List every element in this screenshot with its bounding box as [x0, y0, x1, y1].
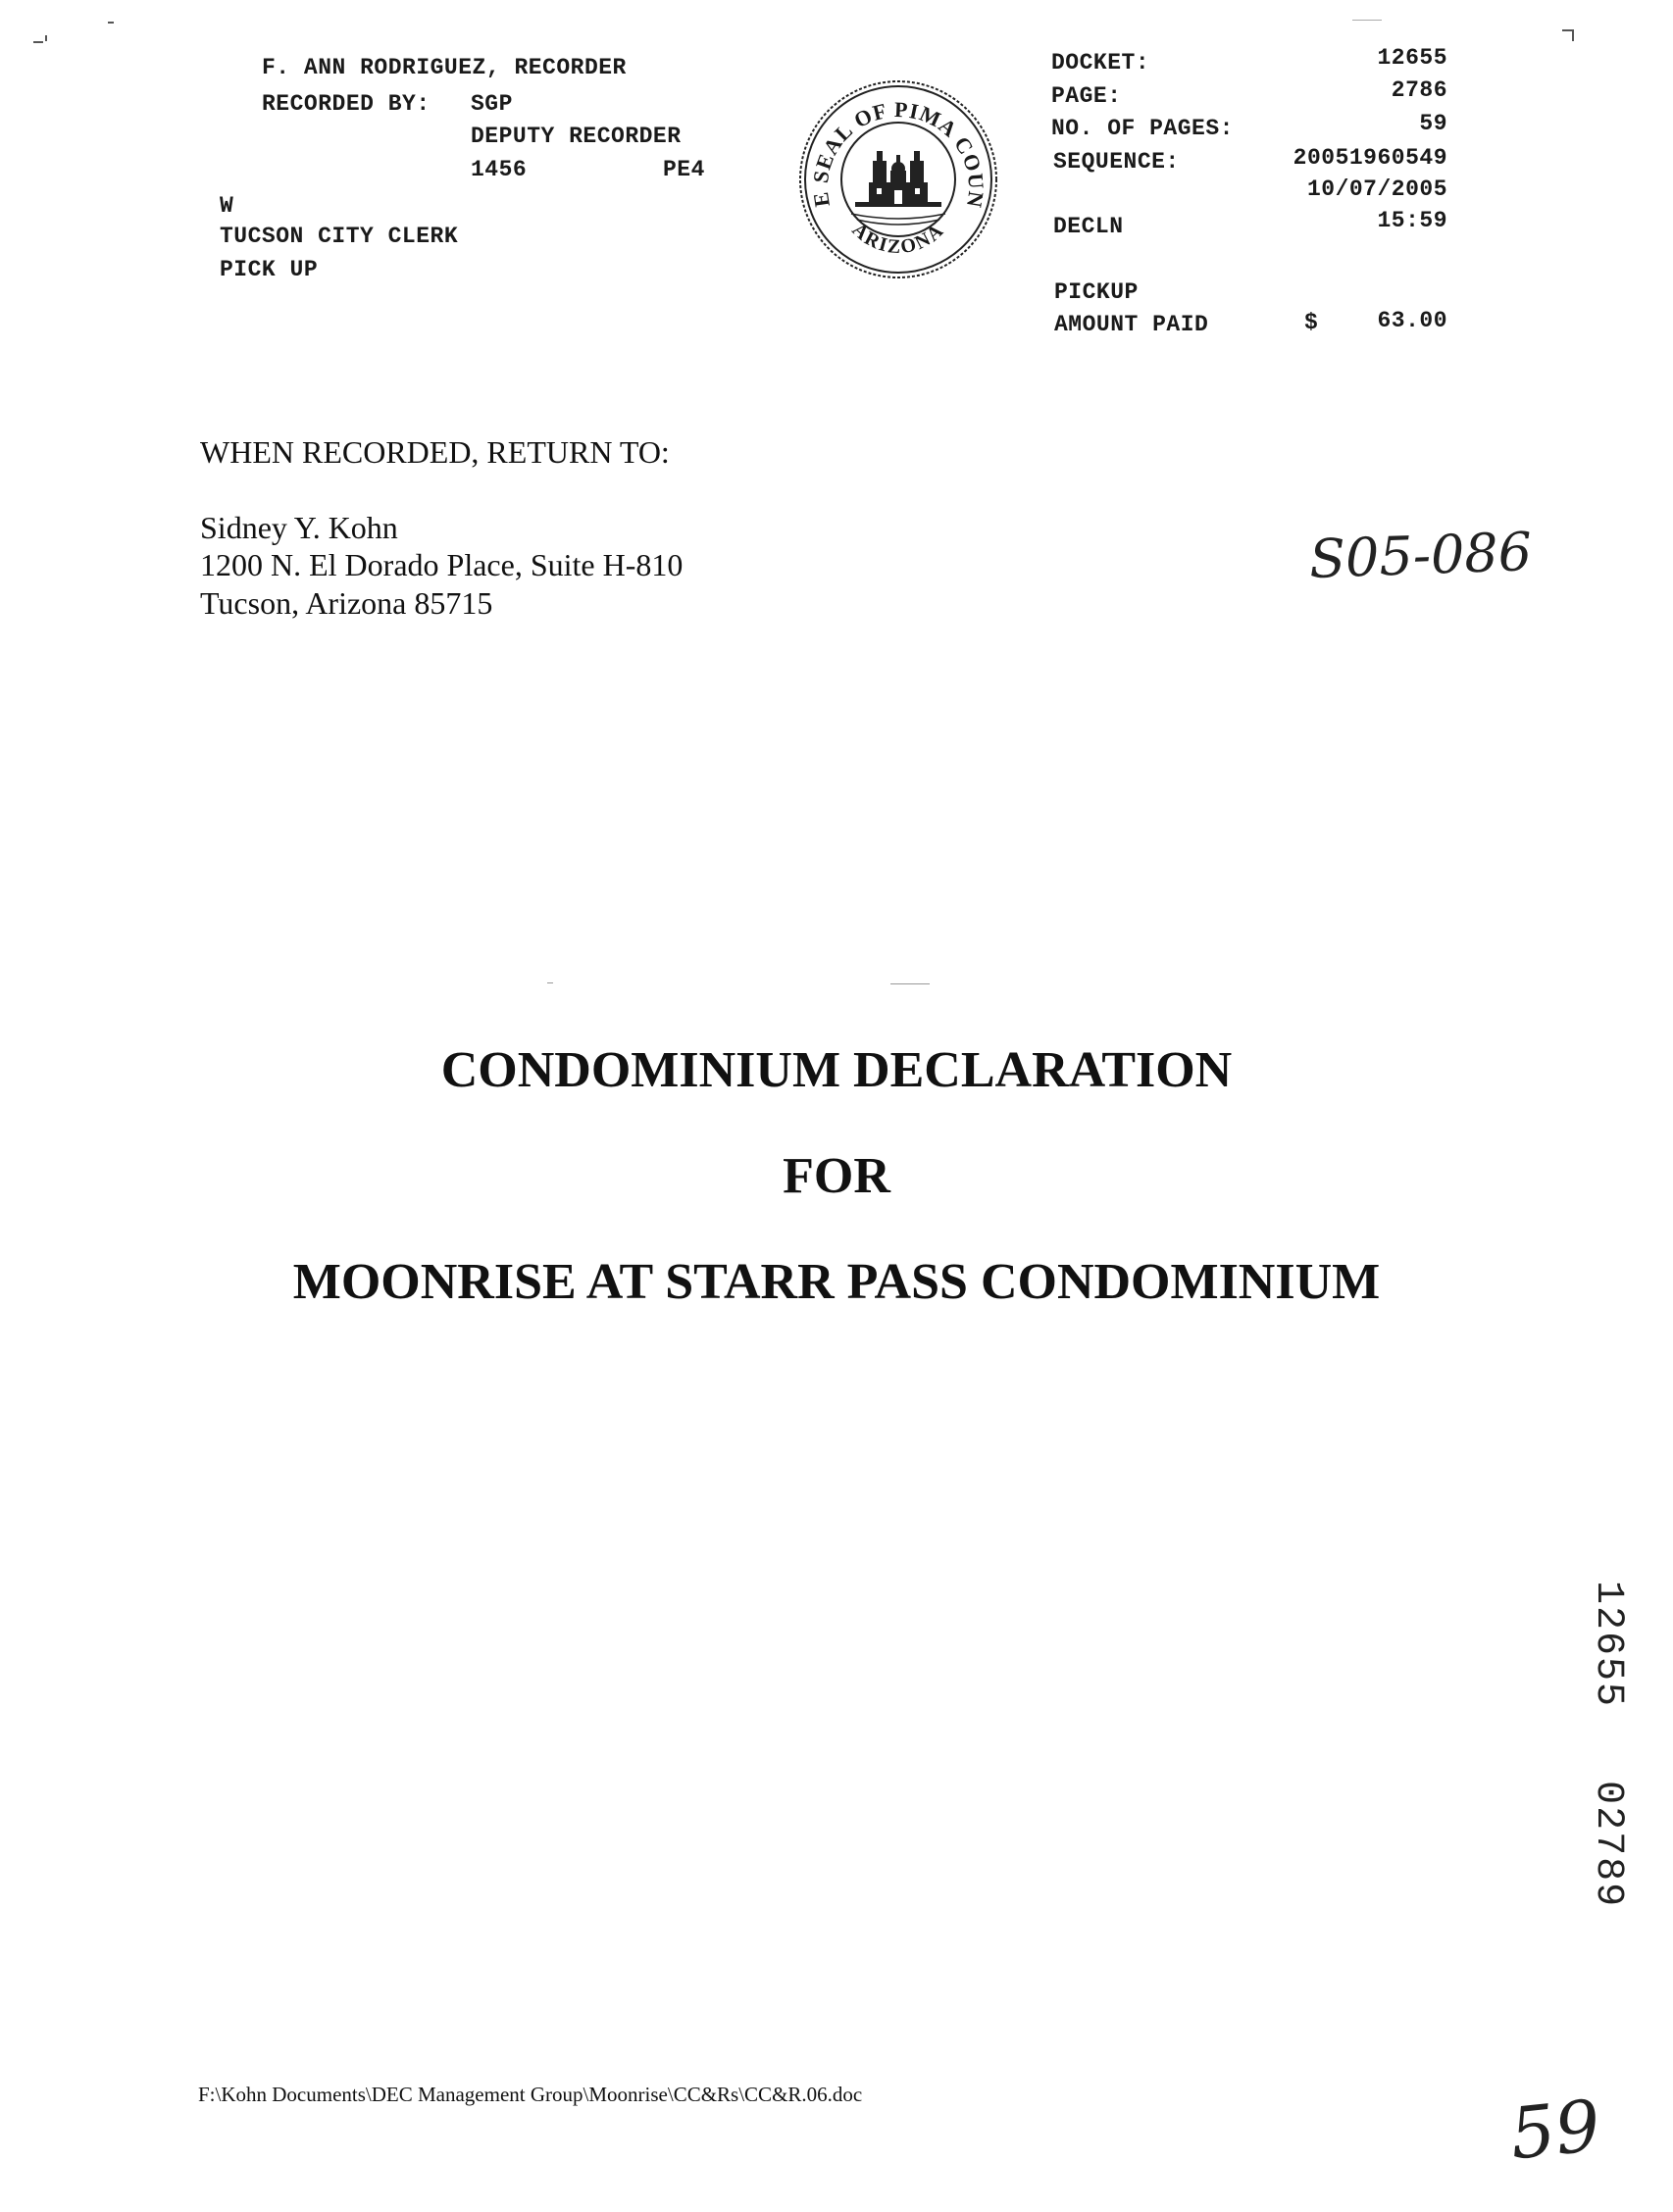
recorded-by-label: RECORDED BY: [262, 91, 431, 117]
docket-value: 12655 [1377, 45, 1447, 71]
return-to-address-1: 1200 N. El Dorado Place, Suite H-810 [200, 547, 684, 582]
page-value: 2786 [1391, 77, 1447, 103]
return-to-heading: WHEN RECORDED, RETURN TO: [200, 434, 670, 470]
side-stamp-page: 02789 [1586, 1781, 1630, 1909]
handwritten-page-count: 59 [1505, 2084, 1604, 2176]
scan-speck [547, 982, 553, 983]
record-time: 15:59 [1377, 208, 1447, 233]
pick-up: PICK UP [220, 257, 319, 282]
scan-speck [45, 35, 47, 41]
return-to-name: Sidney Y. Kohn [200, 510, 398, 545]
pickup-label: PICKUP [1054, 279, 1139, 305]
document-title-line-2: FOR [783, 1148, 890, 1204]
docket-label: DOCKET: [1051, 50, 1150, 75]
scan-speck [890, 983, 930, 984]
return-to-address-2: Tucson, Arizona 85715 [200, 585, 493, 621]
document-title-line-1: CONDOMINIUM DECLARATION [440, 1042, 1233, 1098]
recorded-by-value: SGP [471, 91, 513, 117]
pages-value: 59 [1419, 111, 1447, 136]
document-title-line-3: MOONRISE AT STARR PASS CONDOMINIUM [292, 1254, 1381, 1310]
sequence-label: SEQUENCE: [1053, 149, 1180, 175]
currency-symbol: $ [1304, 310, 1319, 335]
svg-text:THE SEAL OF PIMA COUNTY: E SEAL OF PIMA COUN [807, 96, 989, 211]
amount-paid-value: 63.00 [1377, 308, 1447, 333]
svg-text:ARIZONA: ARIZONA [847, 219, 949, 259]
side-stamp-docket: 12655 [1586, 1581, 1630, 1709]
scan-corner-mark [1572, 29, 1574, 41]
recorder-code-right: PE4 [663, 157, 705, 182]
handwritten-reference: S05-086 [1307, 521, 1534, 590]
pima-county-seal [792, 76, 1004, 282]
sequence-value: 20051960549 [1293, 145, 1447, 171]
scan-speck [108, 22, 114, 24]
page-label: PAGE: [1051, 83, 1122, 109]
amount-paid-label: AMOUNT PAID [1054, 312, 1209, 337]
seal-icon [792, 76, 1004, 282]
recorder-code-left: 1456 [471, 157, 528, 182]
scan-speck [1352, 20, 1382, 21]
pages-label: NO. OF PAGES: [1051, 116, 1234, 141]
footer-file-path: F:\Kohn Documents\DEC Management Group\Moonrise\CC&Rs\CC&R.06.doc [198, 2083, 863, 2106]
deputy-recorder: DEPUTY RECORDER [471, 124, 682, 149]
recorder-name: F. ANN RODRIGUEZ, RECORDER [262, 55, 627, 80]
record-date: 10/07/2005 [1306, 176, 1447, 202]
scan-speck [33, 41, 43, 43]
side-docket-stamp [1577, 1581, 1630, 1909]
tucson-city-clerk: TUCSON CITY CLERK [220, 224, 459, 249]
decln-label: DECLN [1053, 214, 1124, 239]
recorder-w: W [220, 193, 234, 219]
